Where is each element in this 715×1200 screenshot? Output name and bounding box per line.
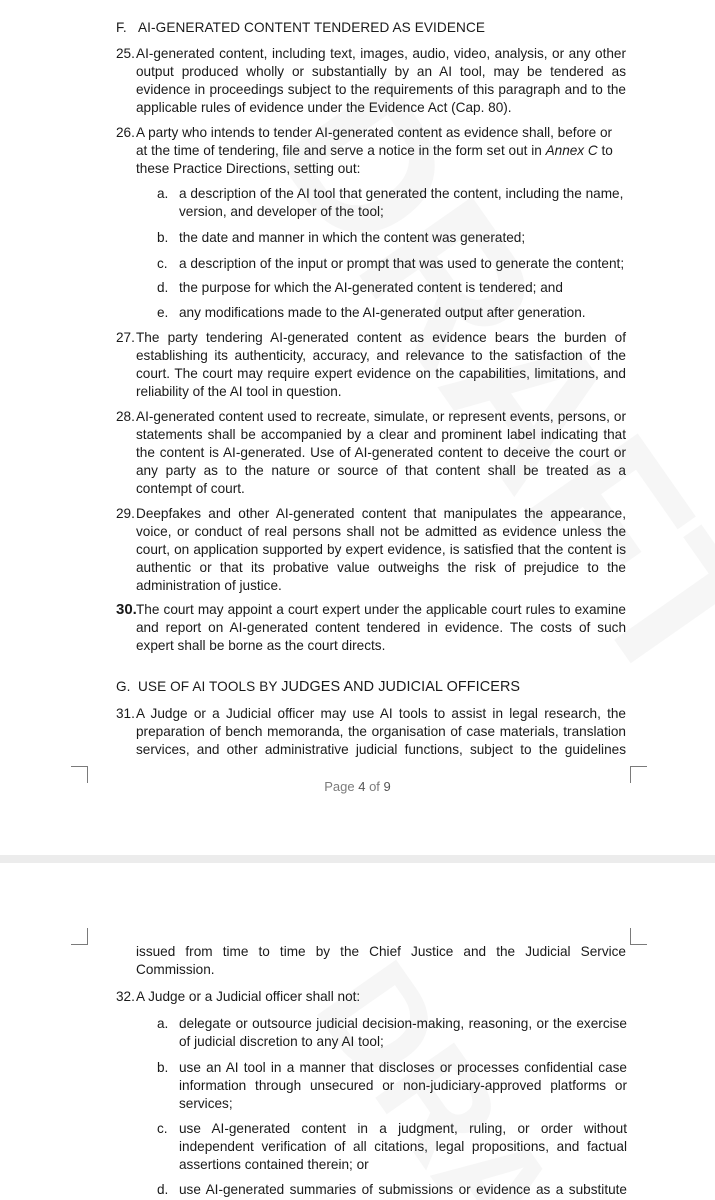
paragraph-number: 29. xyxy=(116,506,135,521)
paragraph-number: 32. xyxy=(116,989,135,1004)
paragraph-text: issued from time to time by the Chief Justice and the Judicial Service Commission. xyxy=(136,944,626,977)
paragraph-text: A Judge or a Judicial officer shall not: xyxy=(136,989,361,1004)
item-letter: e. xyxy=(157,305,169,320)
paragraph-26-item-a xyxy=(157,185,627,221)
item-text: any modifications made to the AI-generated output after generation. xyxy=(179,305,586,320)
total-pages: 9 xyxy=(383,779,391,794)
paragraph-number: 28. xyxy=(116,409,135,424)
paragraph-text: The party tendering AI-generated content as evidence bears the burden of establishing its authenticity, accuracy, and relevance to the satisfaction of the court. The court may require expert evidence on the capabilities, limitations, and reliability of the AI tool in question. xyxy=(136,330,626,399)
paragraph-26-item-e xyxy=(157,304,627,322)
paragraph-32-item-c xyxy=(157,1120,627,1174)
item-text: the date and manner in which the content was generated; xyxy=(179,230,526,245)
paragraph-number: 25. xyxy=(116,46,135,61)
paragraph-32-item-b xyxy=(157,1059,627,1113)
page-footer: Page 4 of 9 xyxy=(324,779,391,794)
section-f-heading xyxy=(116,20,485,35)
section-g-title: USE OF AI TOOLS BY xyxy=(138,679,282,694)
item-text: use an AI tool in a manner that discloses or processes confidential case information through unsecured or non-judiciary-approved platforms or services; xyxy=(179,1060,627,1111)
document-page-5 xyxy=(0,863,715,1200)
paragraph-31-continued xyxy=(116,943,626,979)
paragraph-text: The court may appoint a court expert under the applicable court rules to examine and report on AI-generated content tendered in evidence. The costs of such expert shall be borne as the court directs. xyxy=(136,602,626,653)
item-text: use AI-generated summaries of submissions or evidence as a substitute xyxy=(179,1182,627,1197)
item-letter: b. xyxy=(157,230,169,245)
paragraph-32-item-d xyxy=(157,1181,627,1199)
paragraph-25 xyxy=(116,45,626,117)
paragraph-text: Deepfakes and other AI-generated content that manipulates the appearance, voice, or conduct of real persons shall not be admitted as evidence unless the court, on application supported by expert evidence, is satisfied that the content is authentic or that its probative value outweighs the risk of prejudice to the administration of justice. xyxy=(136,506,626,593)
paragraph-26-item-d xyxy=(157,279,627,297)
item-text: the purpose for which the AI-generated content is tendered; and xyxy=(179,280,563,295)
item-text: a description of the input or prompt that was used to generate the content; xyxy=(179,256,625,271)
page-corner-mark xyxy=(71,928,88,945)
paragraph-number: 27. xyxy=(116,330,135,345)
paragraph-number: 31. xyxy=(116,706,135,721)
paragraph-number: 26. xyxy=(116,125,135,140)
paragraph-26 xyxy=(116,124,626,178)
page-separator xyxy=(0,855,715,863)
section-f-letter: F. xyxy=(116,20,127,35)
paragraph-26-item-c xyxy=(157,255,627,273)
item-text: delegate or outsource judicial decision-making, reasoning, or the exercise of judicial discretion to any AI tool; xyxy=(179,1016,627,1049)
section-g-heading xyxy=(116,679,520,695)
item-letter: b. xyxy=(157,1060,169,1075)
paragraph-number: 30. xyxy=(116,601,137,618)
paragraph-text: A Judge or a Judicial officer may use AI tools to assist in legal research, the preparation of bench memoranda, the organisation of case materials, translation services, and other administrative judicial functions, subject to the guidelines xyxy=(136,706,626,757)
item-letter: d. xyxy=(157,280,169,295)
item-text: a description of the AI tool that generated the content, including the name, version, and developer of the tool; xyxy=(179,186,624,219)
paragraph-26-item-b xyxy=(157,229,627,247)
item-letter: d. xyxy=(157,1182,169,1197)
paragraph-29 xyxy=(116,505,626,595)
section-g-letter: G. xyxy=(116,679,131,694)
paragraph-text: A party who intends to tender AI-generated content as evidence shall, before or at the time of tendering, file and serve a notice in the form set out in Annex C to these Practice Directions, setting out: xyxy=(136,125,613,176)
current-page-number: 4 xyxy=(358,779,366,794)
paragraph-31 xyxy=(116,705,626,759)
annex-c-reference: Annex C xyxy=(545,143,598,158)
paragraph-28 xyxy=(116,408,626,498)
item-letter: c. xyxy=(157,256,168,271)
paragraph-30 xyxy=(116,601,626,655)
paragraph-text: AI-generated content, including text, images, audio, video, analysis, or any other output produced wholly or substantially by an AI tool, may be tendered as evidence in proceedings subject to the requirements of this paragraph and to the applicable rules of evidence under the Evidence Act (Cap. 80). xyxy=(136,46,626,115)
section-g-title-emphasis: JUDGES AND JUDICIAL OFFICERS xyxy=(281,679,521,695)
page-corner-mark xyxy=(630,928,647,945)
paragraph-32 xyxy=(116,988,626,1006)
item-letter: c. xyxy=(157,1121,168,1136)
item-text: use AI-generated content in a judgment, ruling, or order without independent verification of all citations, legal propositions, and factual assertions contained therein; or xyxy=(179,1121,627,1172)
item-letter: a. xyxy=(157,186,169,201)
item-letter: a. xyxy=(157,1016,169,1031)
paragraph-32-item-a xyxy=(157,1015,627,1051)
paragraph-27 xyxy=(116,329,626,401)
paragraph-text: AI-generated content used to recreate, simulate, or represent events, persons, or statements shall be accompanied by a clear and prominent label indicating that the content is AI-generated. Use of AI-generated content to deceive the court or any party as to the nature or source of that content shall be treated as a contempt of court. xyxy=(136,409,626,496)
section-f-title: AI-GENERATED CONTENT TENDERED AS EVIDENCE xyxy=(138,20,486,35)
